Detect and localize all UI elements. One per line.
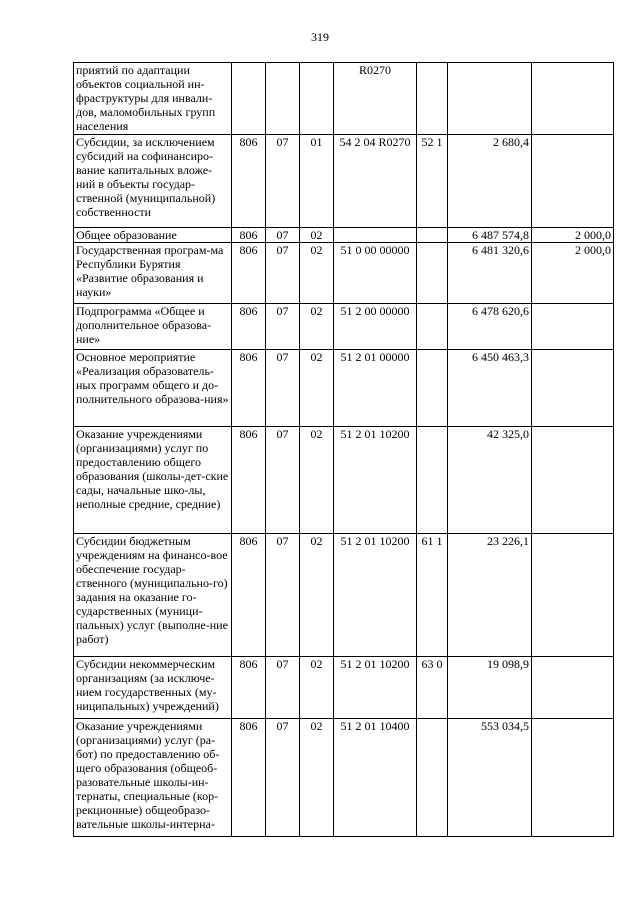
row-glava: 806: [232, 228, 266, 243]
row-vr: 61 1: [417, 534, 448, 657]
table-row: [74, 534, 614, 657]
row-name: Оказание учреждениями (организациями) услуг по предоставлению общего образования (школы-дет-ские сады, начальные шко-лы, неполные средние, средние): [74, 427, 232, 534]
row-name: Подпрограмма «Общее и дополнительное образова-ние»: [74, 304, 232, 350]
row-razdel: 07: [266, 243, 300, 304]
row-podrazdel: 02: [300, 427, 334, 534]
row-cs: 51 2 01 10200: [334, 657, 417, 719]
table-row: [74, 135, 614, 228]
row-glava: 806: [232, 135, 266, 228]
row-cs: 51 0 00 00000: [334, 243, 417, 304]
row-sum2: 2 000,0: [532, 243, 614, 304]
row-podrazdel: 02: [300, 350, 334, 427]
row-vr: [417, 228, 448, 243]
row-cs: 51 2 01 10200: [334, 534, 417, 657]
row-glava: 806: [232, 719, 266, 837]
row-cs: [334, 228, 417, 243]
row-name: Общее образование: [74, 228, 232, 243]
row-vr: [417, 427, 448, 534]
row-cs: 51 2 00 00000: [334, 304, 417, 350]
table-row: [74, 657, 614, 719]
row-razdel: 07: [266, 304, 300, 350]
row-cs: 54 2 04 R0270: [334, 135, 417, 228]
table-row: [74, 304, 614, 350]
row-razdel: 07: [266, 427, 300, 534]
row-vr: [417, 304, 448, 350]
row-glava: 806: [232, 427, 266, 534]
row-sum1: [448, 63, 532, 135]
row-glava: [232, 63, 266, 135]
row-sum1: 2 680,4: [448, 135, 532, 228]
row-razdel: 07: [266, 228, 300, 243]
row-vr: 63 0: [417, 657, 448, 719]
row-sum1: 553 034,5: [448, 719, 532, 837]
row-glava: 806: [232, 243, 266, 304]
row-name: Основное мероприятие «Реализация образователь-ных программ общего и до-полнительного образова-ния»: [74, 350, 232, 427]
table-row: [74, 228, 614, 243]
row-sum2: [532, 427, 614, 534]
row-sum1: 19 098,9: [448, 657, 532, 719]
row-sum2: [532, 657, 614, 719]
row-sum2: [532, 63, 614, 135]
budget-table: [73, 62, 614, 837]
row-sum1: 6 450 463,3: [448, 350, 532, 427]
row-sum2: 2 000,0: [532, 228, 614, 243]
row-glava: 806: [232, 304, 266, 350]
row-sum2: [532, 534, 614, 657]
row-glava: 806: [232, 534, 266, 657]
row-vr: [417, 350, 448, 427]
row-podrazdel: 01: [300, 135, 334, 228]
table-row: [74, 719, 614, 837]
row-glava: 806: [232, 350, 266, 427]
row-razdel: 07: [266, 657, 300, 719]
row-sum2: [532, 304, 614, 350]
row-vr: [417, 243, 448, 304]
table-row: [74, 427, 614, 534]
row-podrazdel: 02: [300, 719, 334, 837]
row-sum2: [532, 350, 614, 427]
row-sum1: 23 226,1: [448, 534, 532, 657]
row-podrazdel: 02: [300, 243, 334, 304]
row-vr: [417, 63, 448, 135]
row-name: Государственная програм-ма Республики Бурятия «Развитие образования и науки»: [74, 243, 232, 304]
row-podrazdel: [300, 63, 334, 135]
row-glava: 806: [232, 657, 266, 719]
row-name: Оказание учреждениями (организациями) услуг (ра-бот) по предоставлению об-щего образования (общеоб-разовательные школы-ин-тернаты, специальные (кор-рекционные) общеобразо-вательные школы-интерна-: [74, 719, 232, 837]
row-razdel: 07: [266, 534, 300, 657]
row-razdel: 07: [266, 135, 300, 228]
row-podrazdel: 02: [300, 304, 334, 350]
row-sum2: [532, 719, 614, 837]
row-razdel: 07: [266, 350, 300, 427]
row-cs: 51 2 01 10400: [334, 719, 417, 837]
row-sum1: 6 487 574,8: [448, 228, 532, 243]
page-number: 319: [311, 30, 329, 44]
row-cs: R0270: [334, 63, 417, 135]
row-name: Субсидии бюджетным учреждениям на финансо-вое обеспечение государ-ственного (муниципально-го) задания на оказание го-сударственных (муници-пальных) услуг (выполне-ние работ): [74, 534, 232, 657]
row-vr: 52 1: [417, 135, 448, 228]
table-row: [74, 350, 614, 427]
row-razdel: [266, 63, 300, 135]
row-sum1: 42 325,0: [448, 427, 532, 534]
row-sum2: [532, 135, 614, 228]
row-name: Субсидии, за исключением субсидий на софинансиро-вание капитальных вложе-ний в объекты государ-ственной (муниципальной) собственности: [74, 135, 232, 228]
row-cs: 51 2 01 10200: [334, 427, 417, 534]
table-row: [74, 63, 614, 135]
row-sum1: 6 481 320,6: [448, 243, 532, 304]
row-podrazdel: 02: [300, 657, 334, 719]
row-razdel: 07: [266, 719, 300, 837]
row-name: приятий по адаптации объектов социальной ин-фраструктуры для инвали-дов, маломобильных групп населения: [74, 63, 232, 135]
row-podrazdel: 02: [300, 228, 334, 243]
row-name: Субсидии некоммерческим организациям (за исключе-нием государственных (му-ниципальных) учреждений): [74, 657, 232, 719]
row-cs: 51 2 01 00000: [334, 350, 417, 427]
table-row: [74, 243, 614, 304]
row-vr: [417, 719, 448, 837]
row-podrazdel: 02: [300, 534, 334, 657]
row-sum1: 6 478 620,6: [448, 304, 532, 350]
